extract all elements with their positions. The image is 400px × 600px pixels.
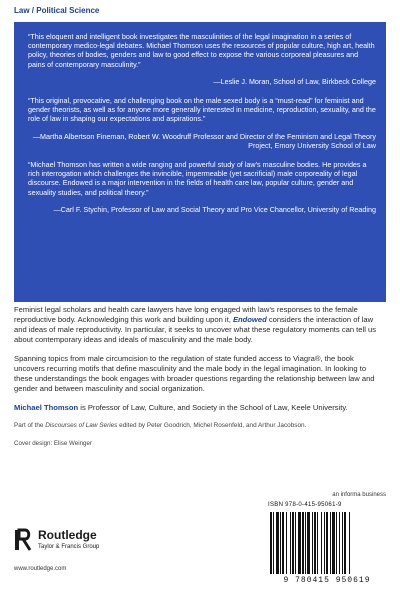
publisher-group: Taylor & Francis Group — [38, 544, 100, 550]
publisher-name: Routledge — [38, 528, 97, 542]
cover-design-credit: Cover design: Elise Weinger — [14, 440, 92, 447]
publisher-url[interactable]: www.routledge.com — [14, 566, 67, 572]
barcode-bar — [302, 512, 304, 574]
barcode-bar — [321, 512, 322, 574]
author-bio — [14, 403, 386, 413]
series-text: edited by Peter Goodrich, Michel Rosenfeld, and Arthur Jacobson. — [117, 422, 307, 429]
description — [14, 305, 386, 458]
barcode-bar — [290, 512, 291, 574]
description-text: Feminist legal scholars and health care lawyers have long engaged with law’s responses to the female reproductive body. Acknowledging this work and building upon it, — [14, 305, 358, 324]
barcode-bar — [312, 512, 313, 574]
barcode-bar — [295, 512, 296, 574]
reviews-panel — [14, 22, 386, 302]
isbn-label: ISBN 978-0-415-95061-9 — [268, 502, 342, 508]
barcode-icon — [268, 512, 386, 574]
barcode-bar — [326, 512, 328, 574]
barcode-bar — [317, 512, 318, 574]
barcode-bar — [349, 512, 350, 574]
barcode-bar — [286, 512, 287, 574]
review-quote: “This eloquent and intelligent book investigates the masculinities of the legal imagination in a series of contemporary medico-legal debates. Michael Thomson uses the resources of popular culture, high art, health policy, theories of bodies, genders and law to good effect to expose the various corporeal pleasures and pains of contemporary masculinity.” — [28, 32, 375, 69]
series-text: Part of the — [14, 422, 46, 429]
barcode-bar — [273, 512, 274, 574]
barcode-bar — [292, 512, 294, 574]
barcode-block — [268, 492, 386, 592]
barcode-bar — [330, 512, 331, 574]
barcode-bar — [270, 512, 272, 574]
barcode-bar — [276, 512, 279, 574]
review-quote: “This original, provocative, and challenging book on the male sexed body is a “must-read” for feminist and gender theorists, as well as for anyone more generally interested in medicine, reproduction, sexuality, and the role of law in shaping our expectations and aspirations.” — [28, 96, 376, 124]
series-title: Discourses of Law Series — [45, 422, 118, 429]
description-paragraph — [14, 305, 386, 345]
barcode-bar — [307, 512, 310, 574]
informa-label: an informa business — [332, 492, 386, 498]
barcode-bar — [298, 512, 301, 574]
barcode-number: 9 780415 950619 — [283, 576, 371, 585]
barcode-bar — [336, 512, 337, 574]
author-name: Michael Thomson — [14, 403, 79, 412]
barcode-bar — [324, 512, 325, 574]
routledge-logo-icon — [14, 528, 32, 552]
barcode-bar — [342, 512, 343, 574]
review-quote: “Michael Thomson has written a wide ranging and powerful study of law’s masculine bodies. He provides a rich interrogation which challenges the invincible, impermeable (yet sacrificial) male corporeality of legal discourse. Endowed is a major intervention in the fields of health care law, popular culture, gender and sexuality studies, and political theory.” — [28, 160, 367, 197]
review-attribution: —Carl F. Stychin, Professor of Law and Social Theory and Pro Vice Chancellor, University of Reading — [53, 204, 376, 214]
review-attribution: —Leslie J. Moran, School of Law, Birkbeck College — [213, 76, 376, 86]
barcode-bar — [339, 512, 340, 574]
review-attribution: —Martha Albertson Fineman, Robert W. Woodruff Professor and Director of the Feminism and Legal Theory Project, Emory University School of Law — [32, 131, 376, 150]
category-label: Law / Political Science — [14, 6, 100, 15]
barcode-bar — [280, 512, 281, 574]
barcode-bar — [305, 512, 306, 574]
author-bio-text: is Professor of Law, Culture, and Society in the School of Law, Keele University. — [78, 403, 348, 412]
series-note — [14, 422, 386, 430]
book-title: Endowed — [232, 315, 267, 324]
description-text: considers the interaction of law and ideas of male reproductivity. In particular, it seeks to uncover what these regulatory moments can tell us about contemporary ideas and ideals of masculinity and the male body. — [14, 315, 377, 344]
barcode-bar — [332, 512, 335, 574]
barcode-bar — [282, 512, 284, 574]
barcode-bar — [314, 512, 316, 574]
publisher-block — [14, 522, 154, 582]
description-paragraph: Spanning topics from male circumcision to the regulation of state funded access to Viagra®, the book uncovers recurring motifs that define masculinity and the male body in the legal imagination. In looking to these understandings the book engages with broader questions regarding the relationship between law and gender and between masculinity and social organization. — [14, 354, 375, 393]
barcode-bar — [344, 512, 346, 574]
